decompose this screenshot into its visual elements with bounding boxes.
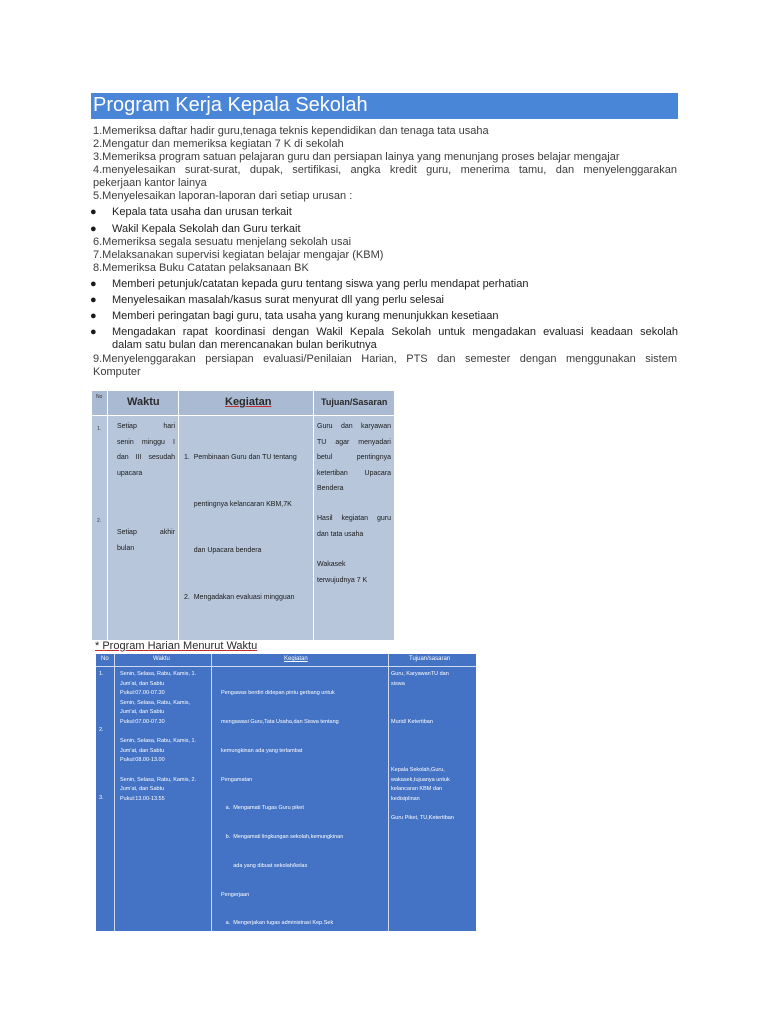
col-header-no: No — [96, 394, 103, 400]
bullet-item-rapat-line1: Mengadakan rapat koordinasi dengan Wakil Kepala Sekolah untuk mengadakan evaluasi keadaan sekolah — [112, 326, 678, 338]
bullet-item-tata-usaha: Kepala tata usaha dan urusan terkait — [112, 206, 292, 218]
page-title: Program Kerja Kepala Sekolah — [93, 94, 368, 116]
weekly-program-table — [92, 391, 394, 640]
bullet-icon: ● — [90, 223, 97, 235]
program-item-4-line1: 4.menyelesaikan surat-surat, dupak, sertifikasi, angka kredit guru, menerima tamu, dan menyelenggarakan — [93, 164, 677, 176]
row-number: 2. — [99, 727, 104, 733]
row2-waktu: Setiap akhir bulan — [117, 529, 175, 552]
daily-program-table — [96, 654, 476, 931]
row-number: 2. — [97, 518, 102, 524]
col-header-no: No — [101, 656, 109, 662]
tujuan-column: Guru, KaryawanTU dan siswa Murid/ Ketertiban Kepala Sekolah,Guru, wakasek,tujuanya untuk kelancaran KBM dan kedisiplinan Guru Piket, TU,Ketertiban — [391, 671, 454, 821]
page-title-bar — [91, 93, 678, 119]
row-number: 1. — [97, 426, 102, 432]
bullet-icon: ● — [90, 294, 97, 306]
program-item-5: 5.Menyelesaikan laporan-laporan dari setiap urusan : — [93, 190, 353, 202]
row3-tujuan: Wakasek terwujudnya 7 K — [317, 561, 368, 584]
bullet-icon: ● — [90, 206, 97, 218]
bullet-item-peringatan: Memberi peringatan bagi guru, tata usaha yang kurang menunjukkan kesetiaan — [112, 310, 499, 322]
table-caption: * Program Harian Menurut Waktu — [95, 640, 258, 652]
col-header-tujuan: Tujuan/Sasaran — [321, 397, 388, 407]
row1-waktu: Setiap hari senin minggu I dan III sesudah upacara — [117, 423, 175, 477]
bullet-icon: ● — [90, 278, 97, 290]
table-divider — [388, 654, 389, 931]
table-divider — [114, 654, 115, 931]
table-divider — [92, 415, 394, 416]
col-header-waktu: Waktu — [153, 656, 170, 662]
program-item-6: 6.Memeriksa segala sesuatu menjelang sekolah usai — [93, 236, 352, 248]
waktu-column: Senin, Selasa, Rabu, Kamis, 1. Jum'at, dan Sabtu Pukul:07.00-07.30 Senin, Selasa, Rabu, Kamis, Jum'at, dan Sabtu Pukul:07.00-07.30 Senin, Selasa, Rabu, Kamis, 1. Jum'at, dan Sabtu Pukul:08.00-13.00 Senin, Selasa, Rabu, Kamis, 2. Jum'at, dan Sabtu Pukul:13.00-13.55 — [120, 671, 197, 802]
bullet-icon: ● — [90, 326, 97, 338]
row-number: 3. — [99, 795, 104, 801]
program-item-9-line1: 9.Menyelenggarakan persiapan evaluasi/Penilaian Harian, PTS dan semester dengan menggunakan sistem — [93, 353, 677, 365]
kegiatan-list: 1. Pembinaan Guru dan TU tentang pentingnya kelancaran KBM,7K dan Upacara bendera 2. Mengadakan evaluasi mingguan — [184, 454, 297, 601]
bullet-item-wakasek: Wakil Kepala Sekolah dan Guru terkait — [112, 223, 301, 235]
table-divider — [107, 391, 108, 640]
program-item-2: 2.Mengatur dan memeriksa kegiatan 7 K di sekolah — [93, 138, 344, 150]
col-header-kegiatan: Kegiatan — [225, 396, 272, 408]
col-header-tujuan: Tujuan/sasaran — [409, 656, 451, 662]
program-item-3: 3.Memeriksa program satuan pelajaran guru dan persiapan lainya yang menunjang proses belajar mengajar — [93, 151, 620, 163]
bullet-icon: ● — [90, 310, 97, 322]
bullet-item-petunjuk: Memberi petunjuk/catatan kepada guru tentang siswa yang perlu mendapat perhatian — [112, 278, 529, 290]
kegiatan-column: Pengawas berdiri didepan pintu gerbang untuk mengawasi Guru,Tata Usaha,dan Siswa tentang kemungkinan ada yang terlambat Pengamatan a. Mengamati Tugas Guru piket b. Mengamati lingkungan sekolah,kemungkinan ada yang dibuat sekolah/kelas Pengerjaan a. Mengerjakan tugas administrasi Kep.Sek — [221, 690, 344, 927]
program-item-9-line2: Komputer — [93, 366, 141, 378]
program-item-4-line2: pekerjaan kantor lainya — [93, 177, 207, 189]
row1-tujuan: Guru dan karyawan TU agar menyadari betul pentingnya ketertiban Upacara Bendera — [317, 423, 391, 492]
program-item-7: 7.Melaksanakan supervisi kegiatan belajar mengajar (KBM) — [93, 249, 384, 261]
col-header-kegiatan: Kegiatan — [284, 656, 308, 662]
row2-tujuan: Hasil kegiatan guru dan tata usaha — [317, 515, 391, 538]
program-item-1: 1.Memeriksa daftar hadir guru,tenaga teknis kependidikan dan tenaga tata usaha — [93, 125, 489, 137]
row-number: 1. — [99, 671, 104, 677]
bullet-item-masalah: Menyelesaikan masalah/kasus surat menyurat dll yang perlu selesai — [112, 294, 445, 306]
program-item-8: 8.Memeriksa Buku Catatan pelaksanaan BK — [93, 262, 309, 274]
table-divider — [178, 391, 179, 640]
col-header-waktu: Waktu — [127, 396, 160, 408]
table-divider — [96, 666, 476, 667]
bullet-item-rapat-line2: dalam satu bulan dan merencanakan bulan berikutnya — [112, 339, 377, 351]
table-divider — [211, 654, 212, 931]
table-divider — [313, 391, 314, 640]
